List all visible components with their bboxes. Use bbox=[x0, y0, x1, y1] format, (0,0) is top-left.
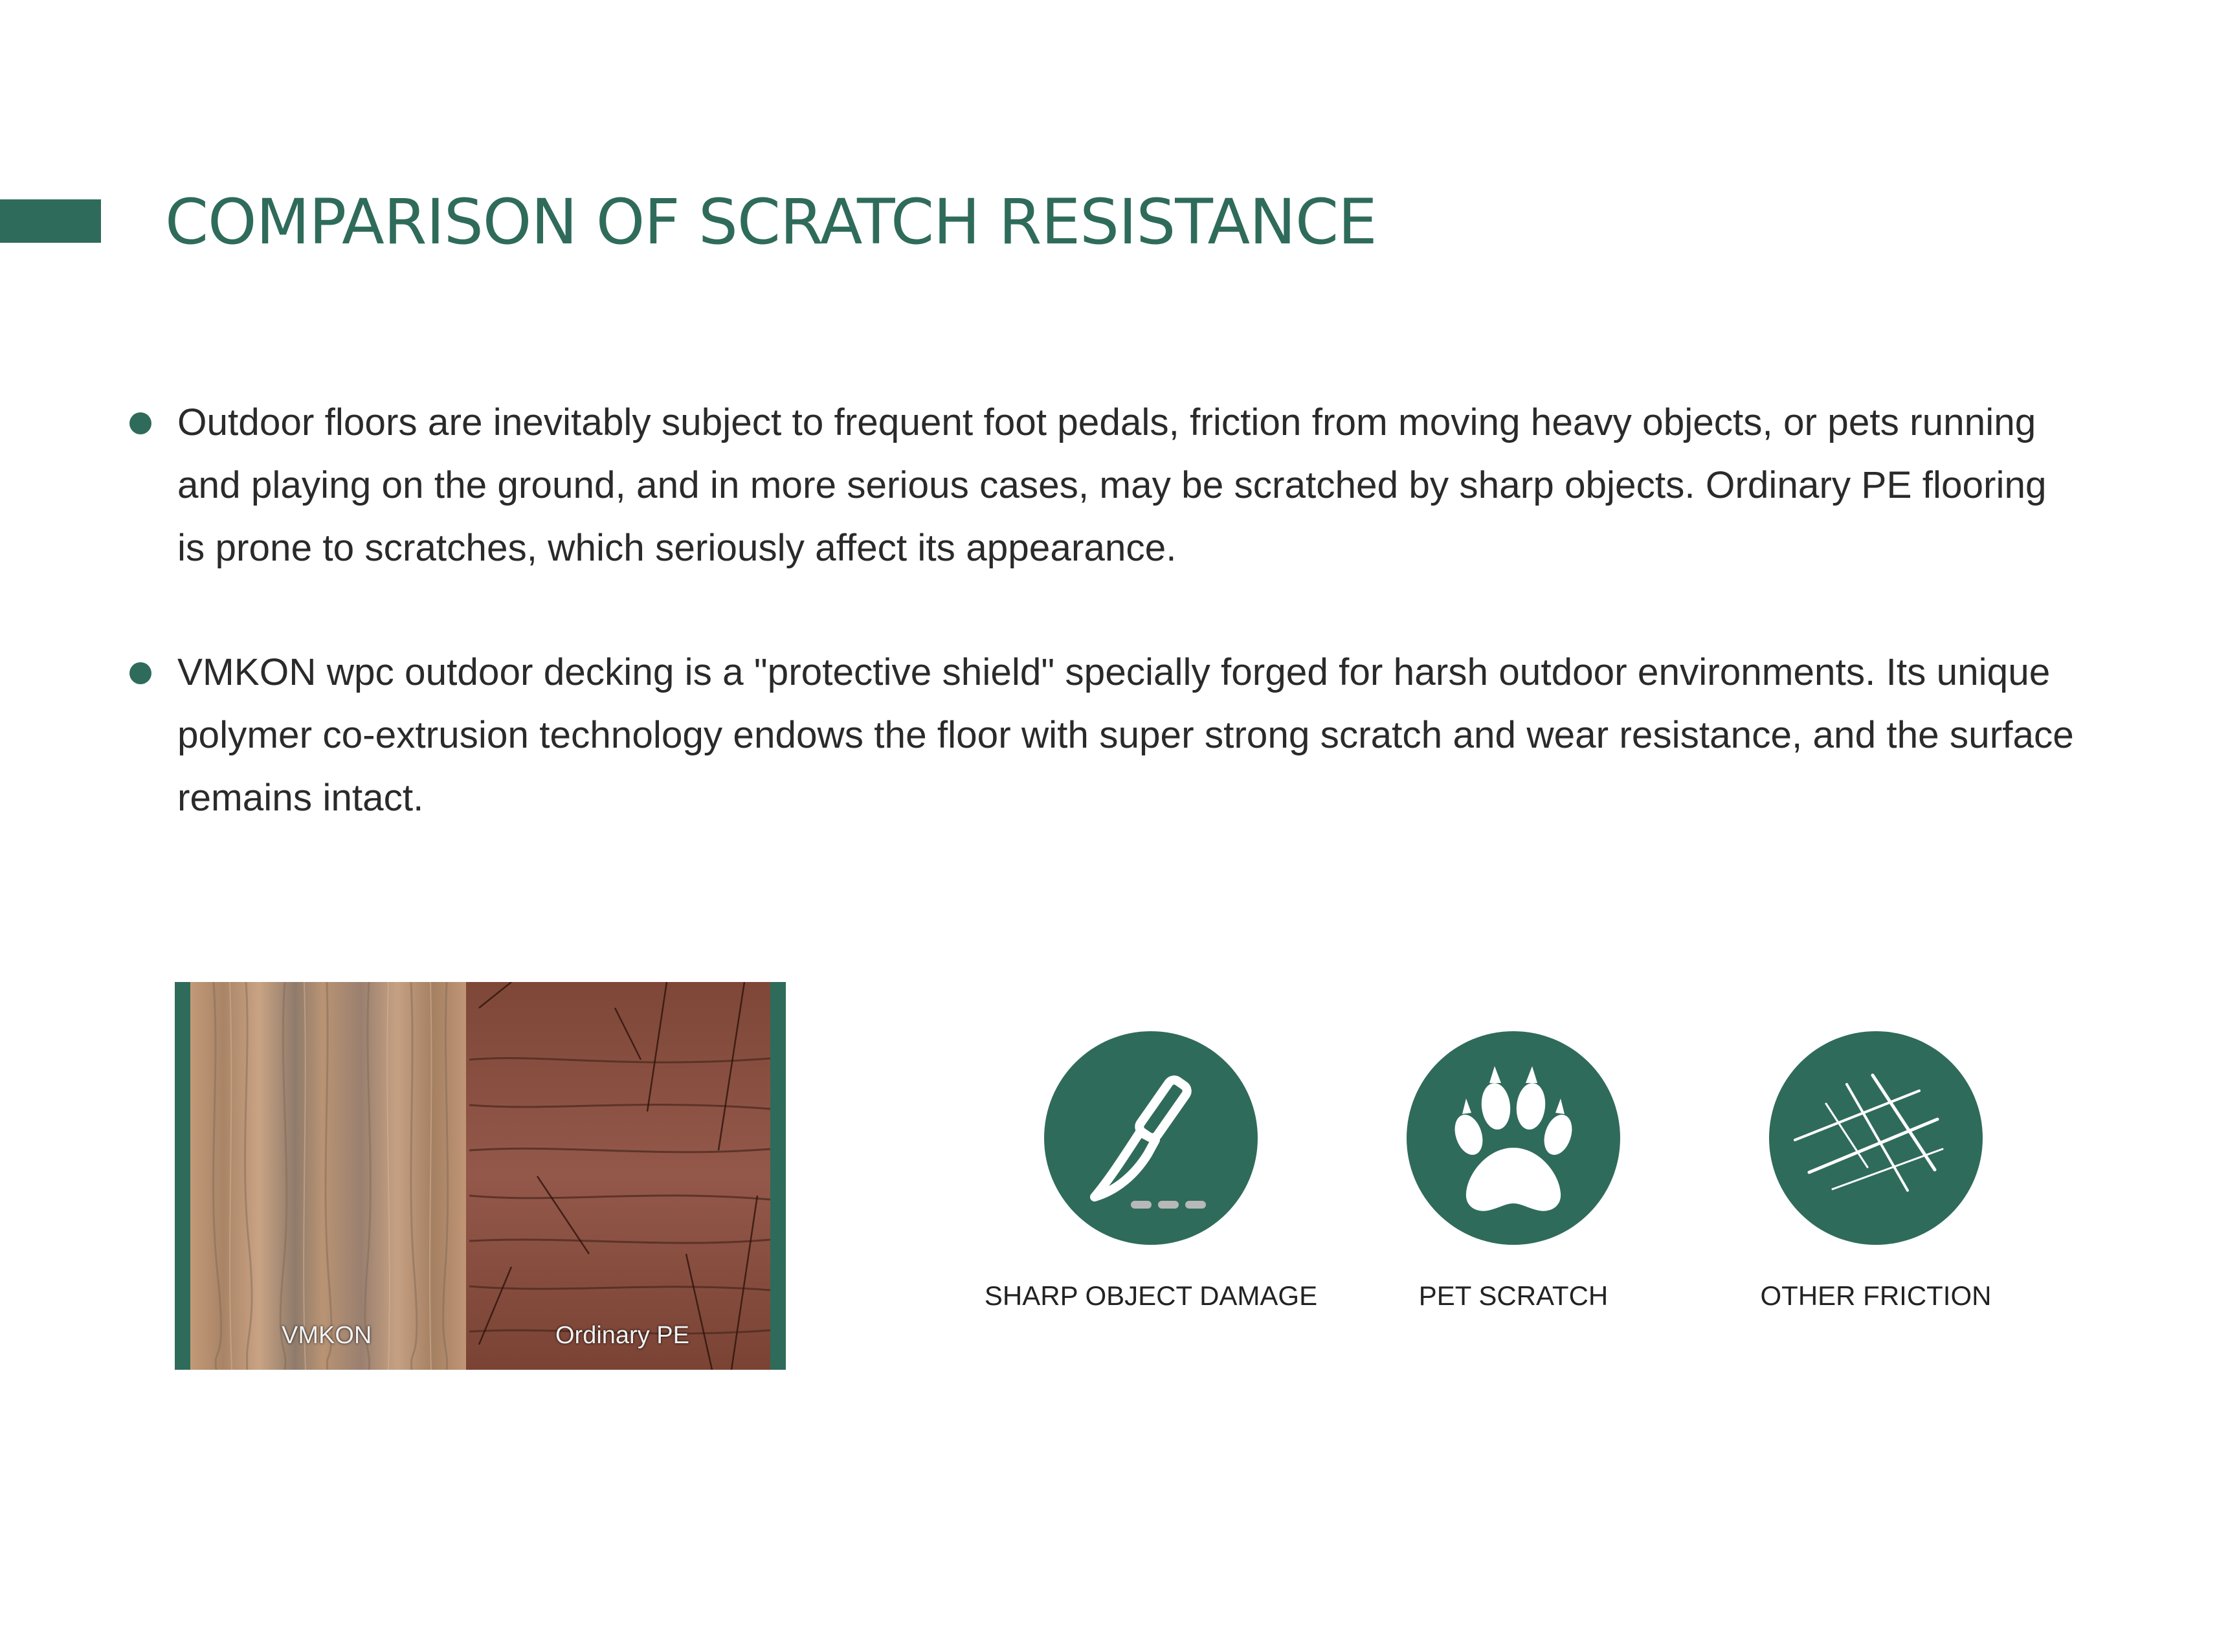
page-title: COMPARISON OF SCRATCH RESISTANCE bbox=[165, 186, 1377, 258]
wood-texture-image bbox=[175, 982, 786, 1370]
icon-label: PET SCRATCH bbox=[1418, 1280, 1609, 1311]
scratch-lines-icon bbox=[1769, 1031, 1983, 1245]
icon-label: SHARP OBJECT DAMAGE bbox=[984, 1280, 1318, 1311]
vmkon-label: VMKON bbox=[282, 1322, 372, 1349]
paw-icon bbox=[1407, 1031, 1620, 1245]
pet-scratch-item bbox=[1332, 1031, 1695, 1329]
comparison-photo bbox=[175, 982, 786, 1370]
bullet-dot-icon bbox=[129, 662, 151, 684]
scalpel-icon bbox=[1044, 1031, 1258, 1245]
bullet-dot-icon bbox=[129, 412, 151, 434]
ordinary-pe-label: Ordinary PE bbox=[555, 1322, 689, 1349]
other-friction-item bbox=[1695, 1031, 2057, 1329]
title-accent-bar bbox=[0, 199, 101, 243]
sharp-object-damage-item bbox=[970, 1031, 1332, 1329]
bullet-text: Outdoor floors are inevitably subject to frequent foot pedals, friction from moving heavy objects, or pets running and playing on the ground, and in more serious cases, may be scratched by sharp objects. Ordinary PE flooring is prone to scratches, which seriously affect its appearance. bbox=[177, 401, 2047, 569]
bullet-text: VMKON wpc outdoor decking is a "protective shield" specially forged for harsh outdoor environments. Its unique polymer co-extrusion technology endows the floor with super strong scratch and wear resistance, and the surface remains intact. bbox=[177, 651, 2074, 819]
icon-label: OTHER FRICTION bbox=[1760, 1280, 1992, 1311]
